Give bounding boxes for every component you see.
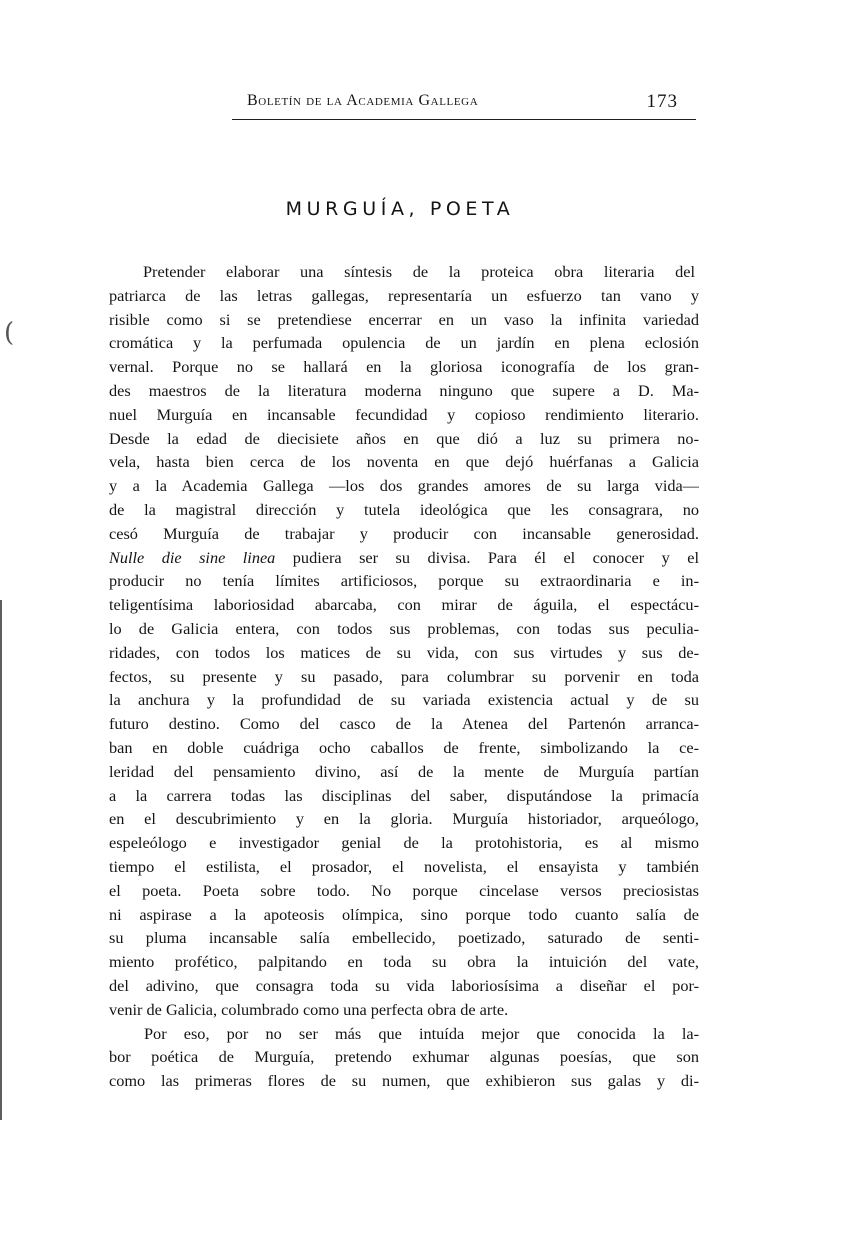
body-line: ban en doble cuádriga ocho caballos de frente, simbolizando la ce-: [109, 737, 699, 757]
body-line: nuel Murguía en incansable fecundidad y copioso rendimiento literario.: [109, 404, 699, 424]
body-line: Pretender elaborar una síntesis de la proteica obra literaria del: [143, 262, 695, 281]
body-line: vernal. Porque no se hallará en la gloriosa iconografía de los gran-: [109, 357, 699, 377]
body-line: venir de Galicia, columbrado como una perfecta obra de arte.: [109, 999, 509, 1019]
body-line: bor poética de Murguía, pretendo exhumar algunas poesías, que son: [109, 1047, 699, 1067]
body-line: patriarca de las letras gallegas, representaría un esfuerzo tan vano y: [109, 285, 699, 305]
body-line: cromática y la perfumada opulencia de un jardín en plena eclosión: [109, 333, 699, 353]
body-line: tiempo el estilista, el prosador, el novelista, el ensayista y también: [109, 856, 699, 876]
motto-continuation: pudiera ser su divisa. Para él el conocer y el: [275, 547, 699, 567]
body-line: a la carrera todas las disciplinas del saber, disputándose la primacía: [109, 785, 699, 805]
journal-title: Boletín de la Academia Gallega: [247, 92, 479, 109]
body-line-with-italic: [109, 546, 699, 570]
body-line: ni aspirase a la apoteosis olímpica, sino porque todo cuanto salía de: [109, 904, 699, 924]
body-line: fectos, su presente y su pasado, para columbrar su porvenir en toda: [109, 666, 699, 686]
body-line: la anchura y la profundidad de su variada existencia actual y de su: [109, 690, 699, 710]
body-line: miento profético, palpitando en toda su obra la intuición del vate,: [109, 952, 699, 972]
body-line: Desde la edad de diecisiete años en que dió a luz su primera no-: [109, 428, 699, 448]
scan-bracket-mark: (: [4, 318, 15, 348]
body-line: cesó Murguía de trabajar y producir con incansable generosidad.: [109, 523, 699, 543]
body-line: lo de Galicia entera, con todos sus problemas, con todas sus peculia-: [109, 618, 699, 638]
article-title: MURGUÍA, POETA: [285, 198, 515, 220]
body-line: des maestros de la literatura moderna ninguno que supere a D. Ma-: [109, 380, 699, 400]
scan-edge-shadow: [0, 600, 8, 1120]
running-header: [232, 92, 678, 114]
body-line: espeleólogo e investigador genial de la protohistoria, es al mismo: [109, 833, 699, 853]
page-number: 173: [646, 91, 678, 112]
article-body: [109, 260, 699, 1093]
body-line: Por eso, por no ser más que intuída mejor que conocida la la-: [144, 1023, 699, 1043]
body-line: como las primeras flores de su numen, que exhibieron sus galas y di-: [109, 1071, 699, 1091]
body-line: el poeta. Poeta sobre todo. No porque cincelase versos preciosistas: [109, 880, 699, 900]
body-line: del adivino, que consagra toda su vida laboriosísima a diseñar el por-: [109, 975, 699, 995]
body-line: en el descubrimiento y en la gloria. Murguía historiador, arqueólogo,: [109, 809, 699, 829]
body-line: y a la Academia Gallega —los dos grandes amores de su larga vida—: [109, 476, 699, 496]
body-line: teligentísima laboriosidad abarcaba, con mirar de águila, el espectácu-: [109, 595, 699, 615]
body-line: vela, hasta bien cerca de los noventa en que dejó huérfanas a Galicia: [109, 452, 699, 472]
body-line: ridades, con todos los matices de su vida, con sus virtudes y sus de-: [109, 642, 699, 662]
body-line: su pluma incansable salía embellecido, poetizado, saturado de senti-: [109, 928, 699, 948]
body-line: futuro destino. Como del casco de la Atenea del Partenón arranca-: [109, 714, 699, 734]
header-rule: [232, 119, 696, 120]
body-line: risible como si se pretendiese encerrar en un vaso la infinita variedad: [109, 309, 699, 329]
latin-motto: Nulle die sine linea: [109, 547, 276, 567]
body-line: producir no tenía límites artificiosos, porque su extraordinaria e in-: [109, 571, 699, 591]
body-line: leridad del pensamiento divino, así de la mente de Murguía partían: [109, 761, 699, 781]
body-line: de la magistral dirección y tutela ideológica que les consagrara, no: [109, 499, 699, 519]
